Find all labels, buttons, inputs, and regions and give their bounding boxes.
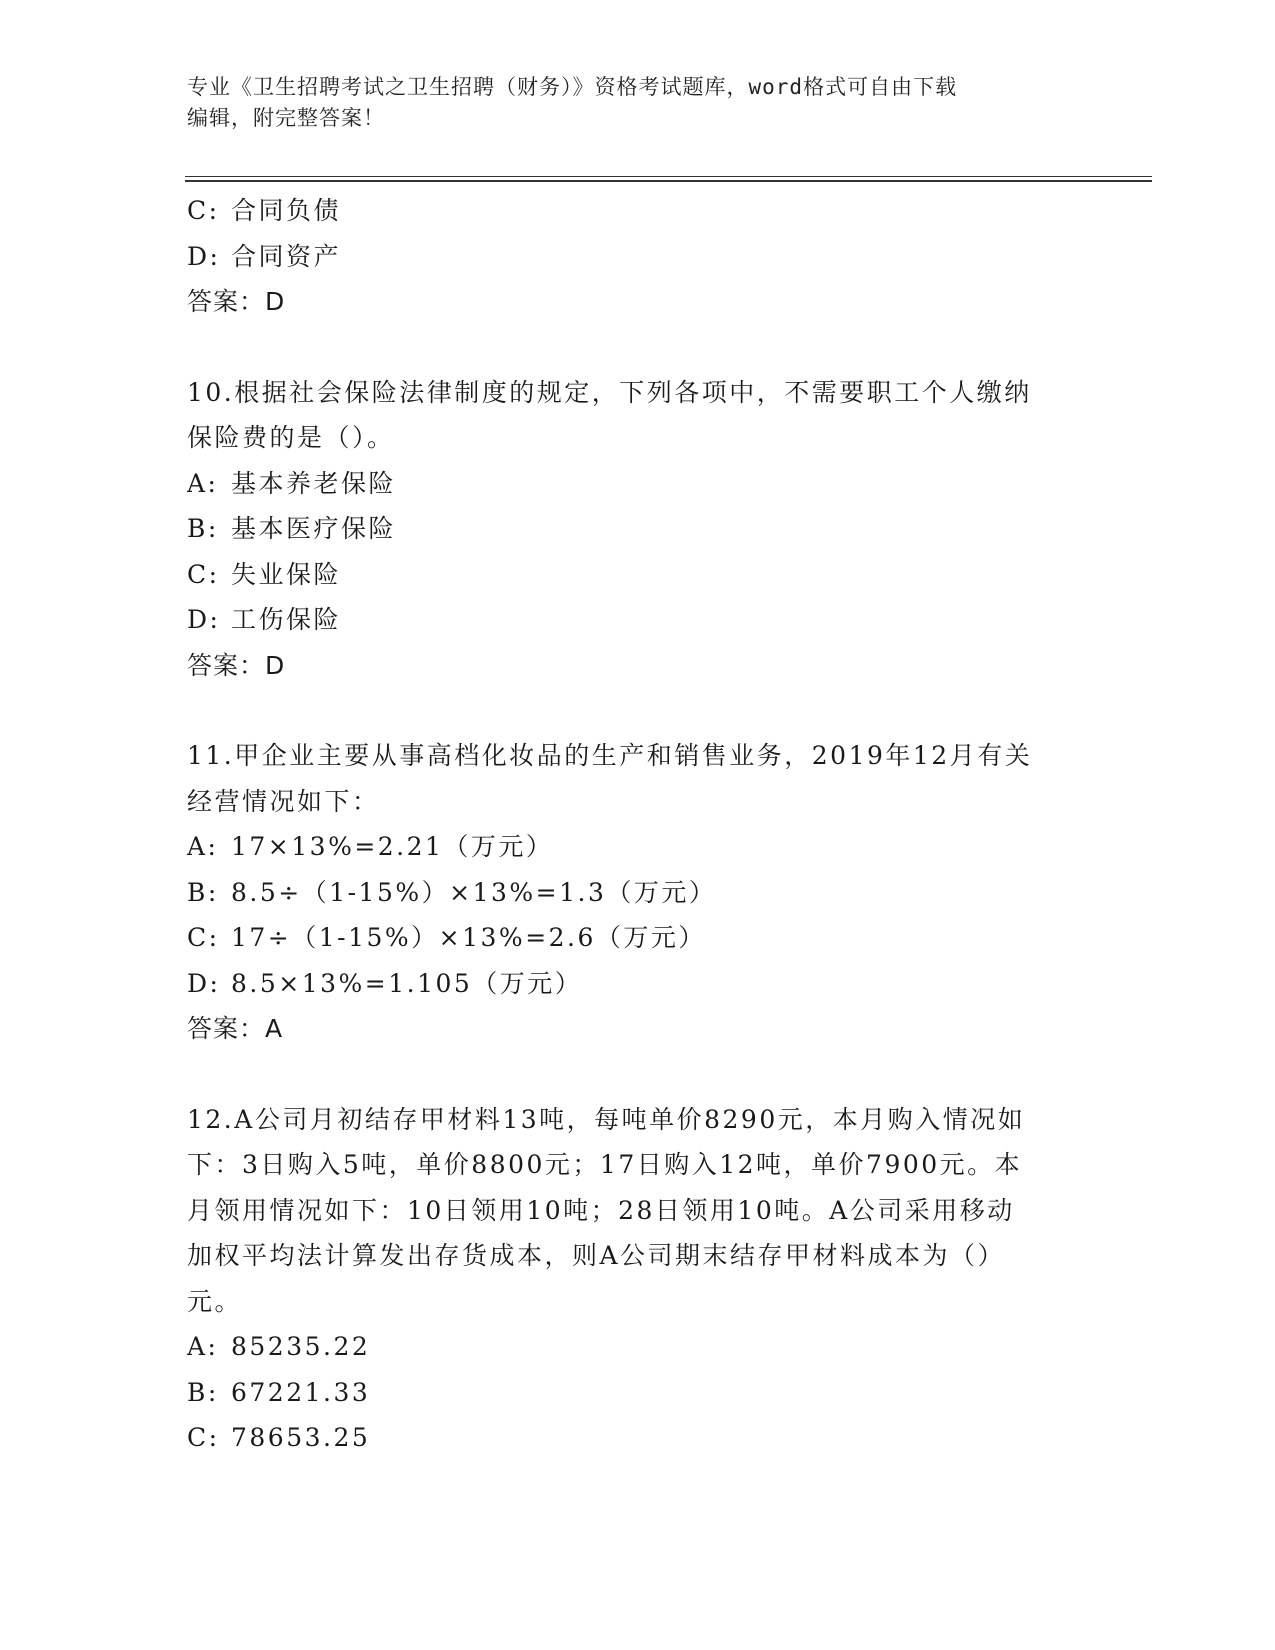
header-divider-thick (185, 180, 1152, 182)
answer-line: 答案：D (187, 650, 286, 680)
header-line-1: 专业《卫生招聘考试之卫生招聘（财务）》资格考试题库，word格式可自由下载 (187, 75, 958, 99)
option-a (187, 461, 1087, 507)
option-text: 合同资产 (231, 241, 342, 271)
option-text: 8.5×13%=1.105（万元） (231, 968, 583, 998)
question-block-9 (187, 188, 1087, 325)
option-letter: B: (187, 877, 219, 907)
document-header (187, 72, 1067, 134)
answer-line: 答案：D (187, 287, 286, 316)
spacer (187, 688, 1087, 733)
option-c (187, 1415, 1087, 1461)
option-a (187, 1324, 1087, 1370)
question-content (187, 188, 1087, 1461)
header-line-2: 编辑，附完整答案！ (187, 106, 385, 130)
option-letter: C: (187, 923, 220, 952)
question-block-11 (187, 733, 1087, 1052)
option-text: 85235.22 (231, 1332, 371, 1361)
question-block-10 (187, 370, 1087, 689)
spacer (187, 325, 1087, 370)
option-b (187, 870, 1087, 916)
option-text: 17÷（1-15%）×13%=2.6（万元） (231, 923, 706, 952)
header-divider-thin (185, 176, 1152, 177)
option-d (187, 961, 1087, 1007)
option-d (187, 597, 1087, 643)
option-text: 基本医疗保险 (231, 514, 397, 543)
option-text: 基本养老保险 (231, 468, 397, 498)
option-c (187, 188, 1087, 234)
question-stem-line: 元。 (187, 1286, 243, 1316)
option-text: 78653.25 (231, 1423, 371, 1452)
option-c (187, 915, 1087, 961)
option-letter: A: (187, 832, 219, 861)
question-stem-line: 月领用情况如下：10日领用10吨；28日领用10吨。A公司采用移动 (187, 1195, 1015, 1225)
option-a (187, 824, 1087, 870)
option-text: 67221.33 (231, 1377, 371, 1407)
question-stem-line: 加权平均法计算发出存货成本，则A公司期末结存甲材料成本为（） (187, 1241, 1006, 1270)
option-letter: A: (187, 1332, 219, 1361)
option-letter: C: (187, 1423, 220, 1452)
option-text: 合同负债 (231, 196, 342, 225)
option-letter: B: (187, 1377, 219, 1407)
option-text: 工伤保险 (231, 605, 342, 634)
option-b (187, 1370, 1087, 1416)
option-b (187, 506, 1087, 552)
option-letter: D: (187, 968, 221, 998)
option-letter: C: (187, 196, 220, 225)
spacer (187, 1052, 1087, 1097)
question-stem-line: 保险费的是（）。 (187, 423, 395, 452)
option-d (187, 234, 1087, 280)
option-text: 失业保险 (231, 559, 342, 589)
question-stem-line: 经营情况如下： (187, 786, 380, 816)
option-letter: A: (187, 468, 219, 498)
option-letter: B: (187, 514, 219, 543)
question-stem-line: 10.根据社会保险法律制度的规定，下列各项中，不需要职工个人缴纳 (187, 377, 1032, 407)
option-c (187, 552, 1087, 598)
option-letter: D: (187, 605, 221, 634)
question-stem-line: 11.甲企业主要从事高档化妆品的生产和销售业务，2019年12月有关 (187, 741, 1033, 770)
option-letter: C: (187, 559, 220, 589)
option-letter: D: (187, 241, 221, 271)
option-text: 17×13%=2.21（万元） (231, 832, 554, 861)
option-text: 8.5÷（1-15%）×13%=1.3（万元） (231, 877, 717, 907)
question-stem-line: 12.A公司月初结存甲材料13吨，每吨单价8290元，本月购入情况如 (187, 1104, 1026, 1134)
answer-line: 答案：A (187, 1014, 284, 1043)
question-block-12 (187, 1097, 1087, 1461)
question-stem-line: 下：3日购入5吨，单价8800元；17日购入12吨，单价7900元。本 (187, 1150, 1023, 1179)
